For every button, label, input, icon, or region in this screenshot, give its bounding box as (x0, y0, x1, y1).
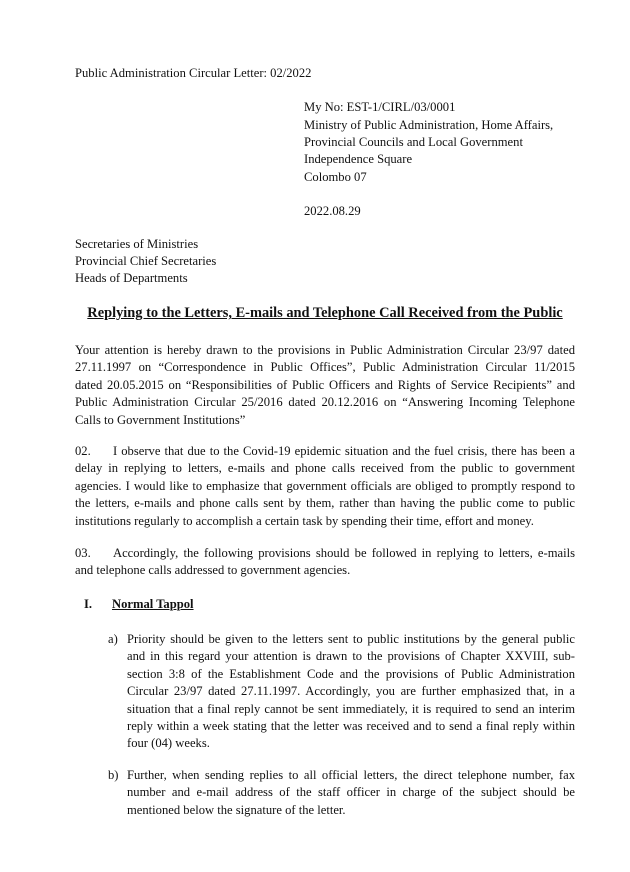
paragraph-3-line: 03. Accordingly, the following provisions should be followed in replying to letters, e-mails (75, 545, 575, 562)
paragraph-1-line: Your attention is hereby drawn to the provisions in Public Administration Circular 23/97 dated (75, 343, 575, 357)
item-a-label: a) (108, 632, 118, 646)
paragraph-2-line: the letters, e-mails and phone calls sent by them, rather than having the public come to public (75, 496, 575, 511)
item-b-line: number and e-mail address of the staff officer in charge of the subject should be (127, 785, 575, 800)
recipient-2: Provincial Chief Secretaries (75, 254, 217, 268)
subject-heading: Replying to the Letters, E-mails and Telephone Call Received from the Public (87, 305, 563, 321)
item-b-label: b) (108, 768, 119, 782)
item-a-line: four (04) weeks. (127, 736, 210, 751)
section-1-title: Normal Tappol (112, 597, 194, 611)
paragraph-1-line: Calls to Government Institutions” (75, 412, 246, 427)
item-b-line: Further, when sending replies to all official letters, the direct telephone number, fax (127, 768, 575, 782)
address-line1: Independence Square (304, 152, 413, 166)
circular-reference: Public Administration Circular Letter: 02/2022 (75, 66, 312, 80)
item-b-text (127, 767, 575, 819)
item-a-line: situation that a final reply cannot be sent immediately, it is required to send an interim (127, 701, 575, 716)
item-a-line: Circular 23/97 dated 27.11.1997. Accordingly, you are further emphasized that, in a (127, 684, 575, 699)
item-a-line: section 3:8 of the Establishment Code and the provisions of Public Administration (127, 666, 575, 681)
paragraph-2-line: 02. I observe that due to the Covid-19 epidemic situation and the fuel crisis, there has been a (75, 443, 575, 460)
ministry-name-line1: Ministry of Public Administration, Home Affairs, (304, 118, 554, 132)
paragraph-1 (75, 342, 575, 429)
paragraph-1-line: dated 20.05.2015 on “Responsibilities of Public Officers and Rights of Service Recipients” and (75, 377, 575, 392)
section-1-heading (84, 597, 194, 612)
section-1-number: I. (84, 597, 93, 611)
recipient-1: Secretaries of Ministries (75, 237, 199, 251)
paragraph-2-line: delay in replying to letters, e-mails and phone calls received from the public to government (75, 461, 575, 476)
item-b-line: mentioned below the signature of the letter. (127, 802, 346, 817)
recipient-3: Heads of Departments (75, 271, 188, 285)
address-line2: Colombo 07 (304, 170, 367, 184)
paragraph-3-line: and telephone calls addressed to government agencies. (75, 563, 351, 578)
item-a-line: Priority should be given to the letters sent to public institutions by the general public (127, 632, 575, 646)
paragraph-3-number: 03. (75, 546, 91, 560)
my-number: My No: EST-1/CIRL/03/0001 (304, 100, 456, 114)
paragraph-3 (75, 545, 575, 580)
paragraph-2-line: institutions regularly to accomplish a certain task by spending their time, effort and money. (75, 513, 534, 528)
paragraph-1-line: Public Administration Circular 25/2016 dated 20.12.2016 on “Answering Incoming Telephone (75, 395, 575, 410)
paragraph-2 (75, 443, 575, 530)
letter-date: 2022.08.29 (304, 204, 361, 218)
paragraph-1-line: 27.11.1997 on “Correspondence in Public Offices”, Public Administration Circular 11/2015 (75, 360, 575, 375)
paragraph-2-line: agencies. I would like to emphasize that government officials are obliged to promptly respond to (75, 478, 575, 493)
item-a-text (127, 631, 575, 753)
paragraph-2-number: 02. (75, 444, 91, 458)
item-a-line: reply within a week stating that the letter was received and to send a final reply within (127, 719, 575, 734)
item-a-line: and in this regard your attention is drawn to the provisions of Chapter XXVIII, sub- (127, 649, 575, 664)
ministry-name-line2: Provincial Councils and Local Government (304, 135, 523, 149)
